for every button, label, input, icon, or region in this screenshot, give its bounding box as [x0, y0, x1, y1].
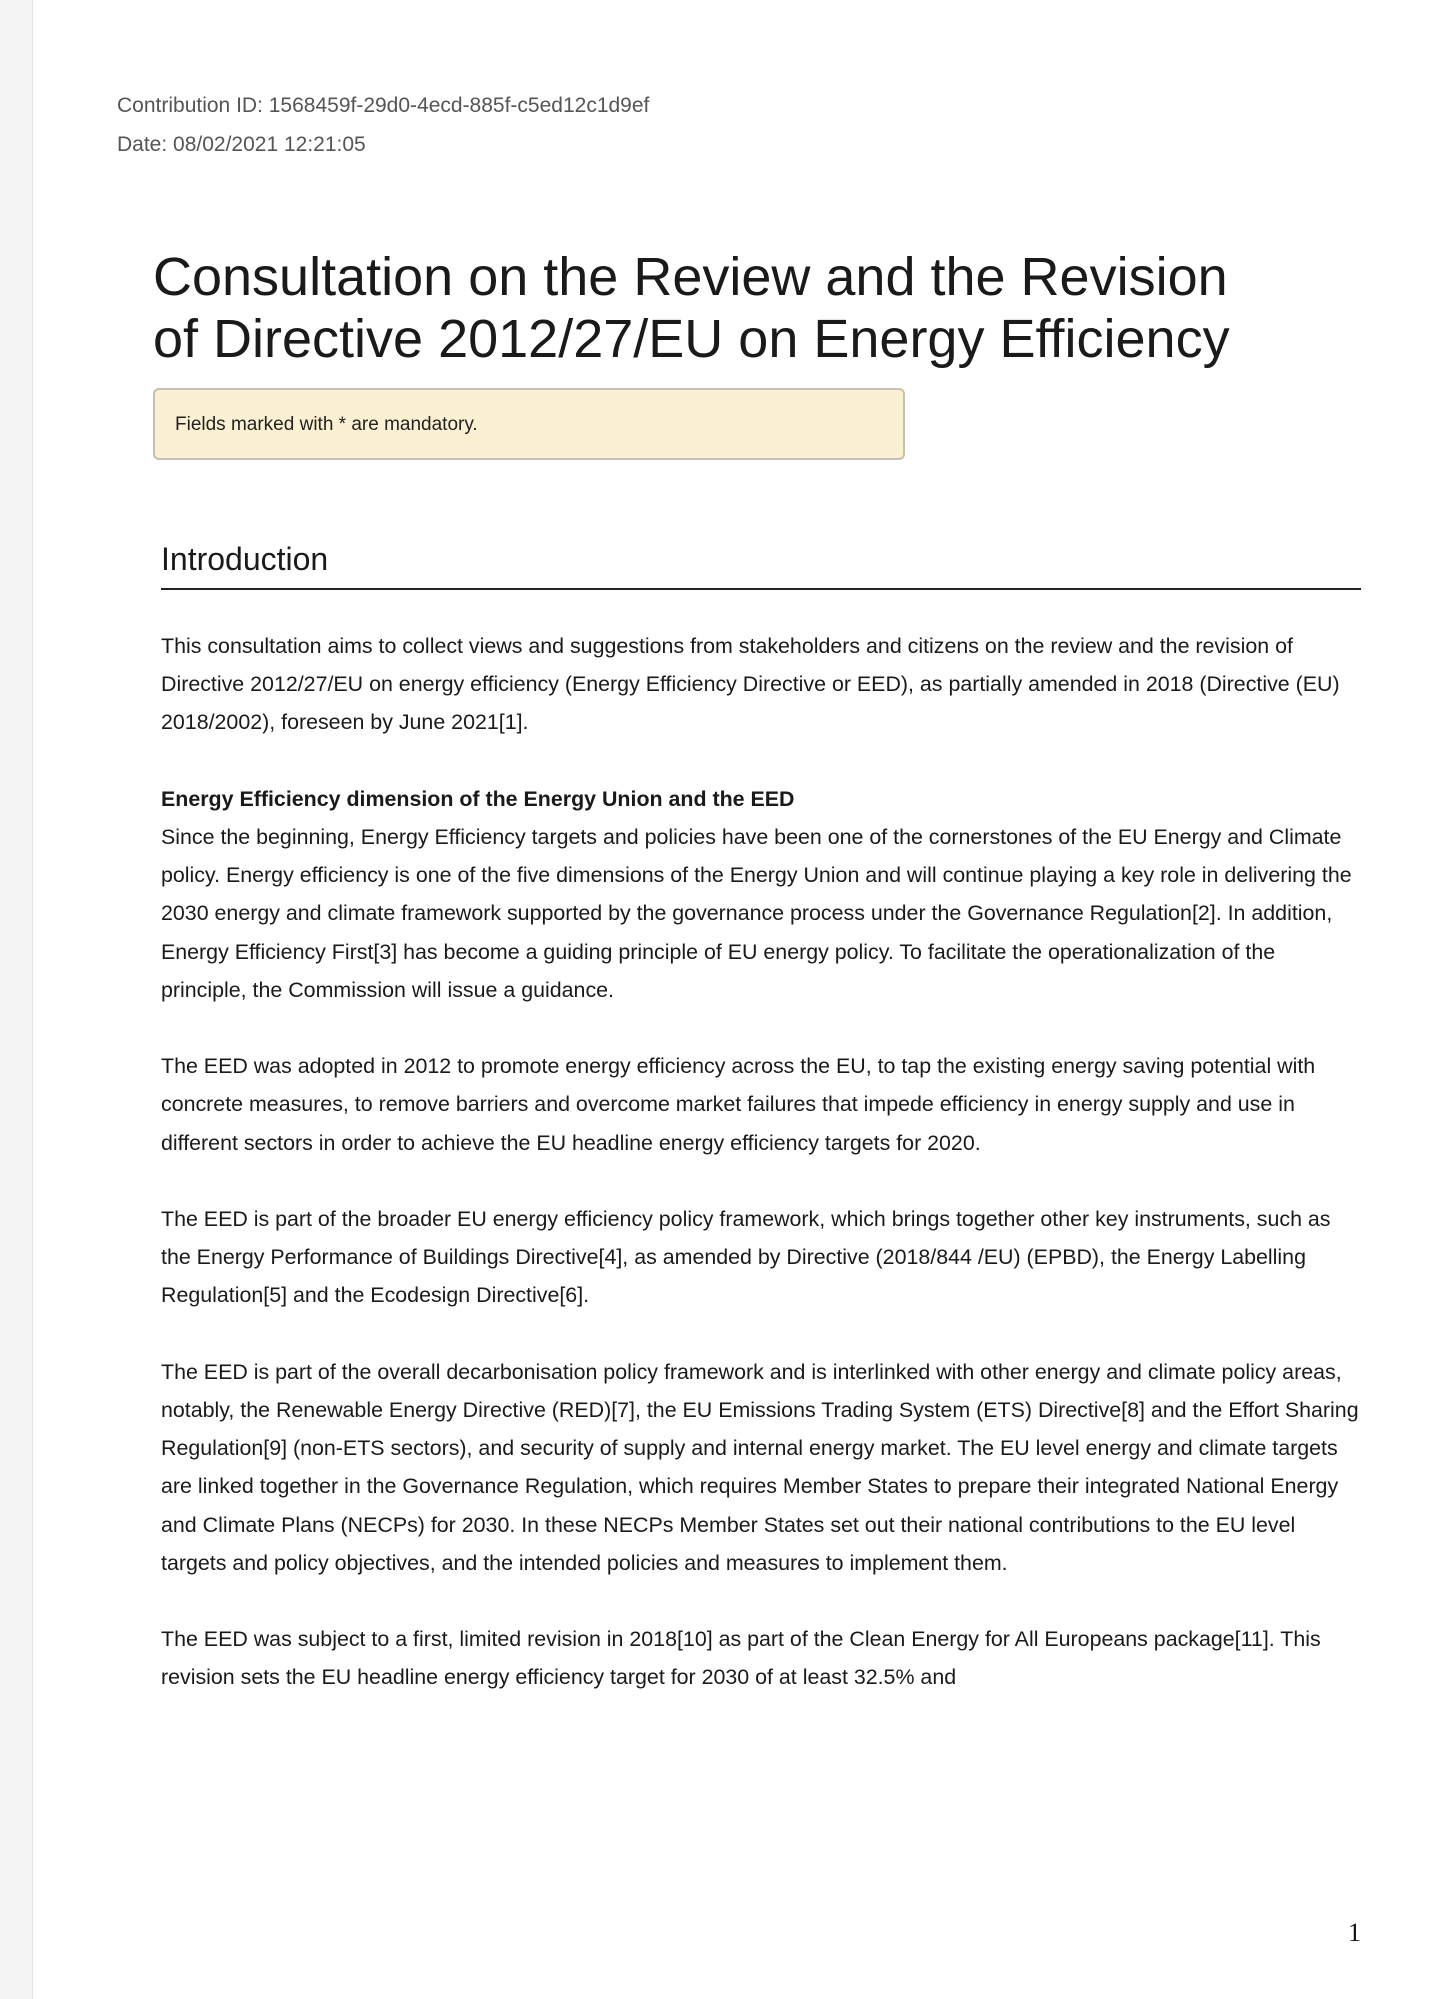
submission-date: Date: 08/02/2021 12:21:05	[117, 133, 366, 156]
introduction-body	[161, 627, 1361, 1735]
intro-paragraph: This consultation aims to collect views and suggestions from stakeholders and citizens on the review and the revision of Directive 2012/27/EU on energy efficiency (Energy Efficiency Directive or EED), as partially amended in 2018 (Directive (EU) 2018/2002), foreseen by June 2021[1].	[161, 634, 1340, 735]
page-title	[153, 246, 1333, 370]
section-heading-introduction: Introduction	[161, 535, 1361, 590]
title-line-1: Consultation on the Review and the Revision	[153, 247, 1228, 307]
body-paragraph-4: The EED is part of the overall decarbonisation policy framework and is interlinked with other energy and climate policy areas, notably, the Renewable Energy Directive (RED)[7], the EU Emissions Trading System (ETS) Directive[8] and the Effort Sharing Regulation[9] (non-ETS sectors), and security of supply and internal energy market. The EU level energy and climate targets are linked together in the Governance Regulation, which requires Member States to prepare their integrated National Energy and Climate Plans (NECPs) for 2030. In these NECPs Member States set out their national contributions to the EU level targets and policy objectives, and the intended policies and measures to implement them.	[161, 1359, 1359, 1575]
title-line-2: of Directive 2012/27/EU on Energy Efficiency	[153, 309, 1230, 369]
page-edge	[0, 0, 33, 1999]
contribution-id: Contribution ID: 1568459f-29d0-4ecd-885f-c5ed12c1d9ef	[117, 94, 650, 117]
body-paragraph-1: Since the beginning, Energy Efficiency targets and policies have been one of the cornerstones of the EU Energy and Climate policy. Energy efficiency is one of the five dimensions of the Energy Union and will continue playing a key role in delivering the 2030 energy and climate framework supported by the governance process under the Governance Regulation[2]. In addition, Energy Efficiency First[3] has become a guiding principle of EU energy policy. To facilitate the operationalization of the principle, the Commission will issue a guidance.	[161, 825, 1352, 1002]
subheading-energy-union: Energy Efficiency dimension of the Energy Union and the EED	[161, 786, 795, 811]
body-paragraph-2: The EED was adopted in 2012 to promote energy efficiency across the EU, to tap the existing energy saving potential with concrete measures, to remove barriers and overcome market failures that impede efficiency in energy supply and use in different sectors in order to achieve the EU headline energy efficiency targets for 2020.	[161, 1054, 1316, 1155]
body-paragraph-5: The EED was subject to a first, limited revision in 2018[10] as part of the Clean Energy for All Europeans package[11]. This revision sets the EU headline energy efficiency target for 2030 of at least 32.5% and	[161, 1627, 1321, 1690]
page-number: 1	[1348, 1918, 1361, 1947]
document-meta	[117, 86, 649, 164]
body-paragraph-3: The EED is part of the broader EU energy efficiency policy framework, which brings together other key instruments, such as the Energy Performance of Buildings Directive[4], as amended by Directive (2018/844 /EU) (EPBD), the Energy Labelling Regulation[5] and the Ecodesign Directive[6].	[161, 1207, 1331, 1308]
mandatory-fields-notice: Fields marked with * are mandatory.	[153, 388, 905, 460]
